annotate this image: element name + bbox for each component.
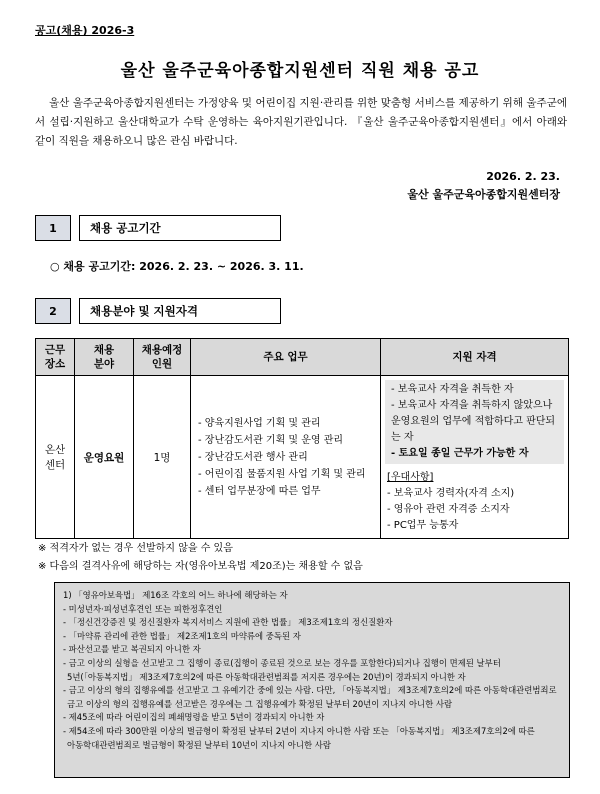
section-2-header xyxy=(35,298,281,324)
section-label: 채용분야 및 지원자격 xyxy=(79,298,281,324)
application-period: ○ 채용 공고기간: 2026. 2. 23. ~ 2026. 3. 11. xyxy=(50,260,304,273)
list-item: - 보육교사 경력자(자격 소지) xyxy=(387,488,515,499)
list-item: - 센터 업무분장에 따른 업무 xyxy=(198,483,379,500)
list-item: - 보육교사 자격을 취득하지 않았으나 운영요원의 업무에 적합하다고 판단되는 자 xyxy=(391,400,556,443)
cell-duties xyxy=(191,376,381,539)
col-header-duties: 주요 업무 xyxy=(191,339,381,376)
cell-qualifications xyxy=(381,376,569,539)
col-header-field: 채용 분야 xyxy=(75,339,134,376)
disq-item: - 미성년자·피성년후견인 또는 피한정후견인 xyxy=(63,603,223,614)
disqualification-box xyxy=(54,582,570,778)
disq-item: - 「마약류 관리에 관한 법률」 제2조제1호의 마약류에 중독된 자 xyxy=(63,630,301,641)
issue-date: 2026. 2. 23. xyxy=(486,170,560,183)
disq-item: - 제45조에 따라 어린이집의 폐쇄명령을 받고 5년이 경과되지 아니한 자 xyxy=(63,712,325,723)
list-item: - 장난감도서관 행사 관리 xyxy=(198,449,379,466)
cell-field: 운영요원 xyxy=(75,376,134,539)
list-item: - 어린이집 물품지원 사업 기획 및 관리 xyxy=(198,466,379,483)
disq-item: - 「정신건강증진 및 정신질환자 복지서비스 지원에 관한 법률」 제3조제1호의 정신질환자 xyxy=(63,617,393,628)
issue-block xyxy=(407,168,560,204)
table-header-row xyxy=(36,339,569,376)
disq-item: - 금고 이상의 형의 집행유예를 선고받고 그 유예기간 중에 있는 사람. 다만, 「아동복지법」 제3조제7호의2에 따른 아동학대관련범죄로 xyxy=(63,685,557,696)
table-row xyxy=(36,376,569,539)
notes xyxy=(38,540,363,576)
col-header-count: 채용예정 인원 xyxy=(134,339,191,376)
disq-item: 아동학대관련범죄로 벌금형이 확정된 날부터 10년이 지나지 아니한 사람 xyxy=(67,739,331,750)
disq-item: - 제54조에 따라 300만원 이상의 벌금형이 확정된 날부터 2년이 지나지 아니한 사람 또는 「아동복지법」 제3조제7호의2에 따른 xyxy=(63,725,535,736)
disq-item: 1) 「영유아보육법」 제16조 각호의 어느 하나에 해당하는 자 xyxy=(63,590,288,600)
section-label: 채용 공고기간 xyxy=(79,215,281,241)
cell-count: 1명 xyxy=(134,376,191,539)
note-item: ※ 다음의 결격사유에 해당하는 자(영유아보육법 제20조)는 채용할 수 없음 xyxy=(38,561,363,572)
list-item: - 토요일 종일 근무가 가능한 자 xyxy=(391,448,529,459)
section-number: 2 xyxy=(35,298,71,324)
cell-place: 온산 센터 xyxy=(36,376,75,539)
note-item: ※ 적격자가 없는 경우 선발하지 않을 수 있음 xyxy=(38,543,233,554)
col-header-place: 근무 장소 xyxy=(36,339,75,376)
section-1-header xyxy=(35,215,281,241)
section-number: 1 xyxy=(35,215,71,241)
recruitment-table xyxy=(35,338,569,539)
notice-number: 공고(채용) 2026-3 xyxy=(35,24,135,37)
duties-list xyxy=(192,415,379,500)
disq-item: - 금고 이상의 실형을 선고받고 그 집행이 종료(집행이 종료된 것으로 보는 경우를 포함한다)되거나 집행이 면제된 날부터 xyxy=(63,657,501,668)
page-title: 울산 울주군육아종합지원센터 직원 채용 공고 xyxy=(120,61,480,81)
disq-item: 5년(「아동복지법」 제3조제7호의2에 따른 아동학대관련범죄를 저지른 경우에는 20년)이 경과되지 아니한 자 xyxy=(67,671,466,682)
required-qualifications xyxy=(385,380,564,464)
intro-paragraph: 울산 울주군육아종합지원센터는 가정양육 및 어린이집 지원·관리를 위한 맞춤형 서비스를 제공하기 위해 울주군에서 설립·지원하고 울산대학교가 수탁 운영하는 육아지원기관입니다. 『울산 울주군육아종합지원센터』에서 아래와 같이 직원을 채용하오니 많은 관심 바랍니다. xyxy=(35,97,567,147)
list-item: - 보육교사 자격을 취득한 자 xyxy=(391,384,514,395)
disq-item: - 파산선고를 받고 복권되지 아니한 자 xyxy=(63,644,201,655)
col-header-qualifications: 지원 자격 xyxy=(381,339,569,376)
issuer: 울산 울주군육아종합지원센터장 xyxy=(407,188,560,201)
list-item: - 장난감도서관 기획 및 운영 관리 xyxy=(198,432,379,449)
disq-item: 금고 이상의 형의 집행유예를 선고받은 경우에는 그 집행유예가 확정된 날부터 20년이 지나지 아니한 사람 xyxy=(67,698,453,709)
list-item: - 영유아 관련 자격증 소지자 xyxy=(387,504,510,515)
list-item: - 양육지원사업 기획 및 관리 xyxy=(198,415,379,432)
preferred-qualifications xyxy=(385,470,564,534)
list-item: - PC업무 능통자 xyxy=(387,520,459,531)
preferred-heading: [우대사항] xyxy=(387,472,434,483)
